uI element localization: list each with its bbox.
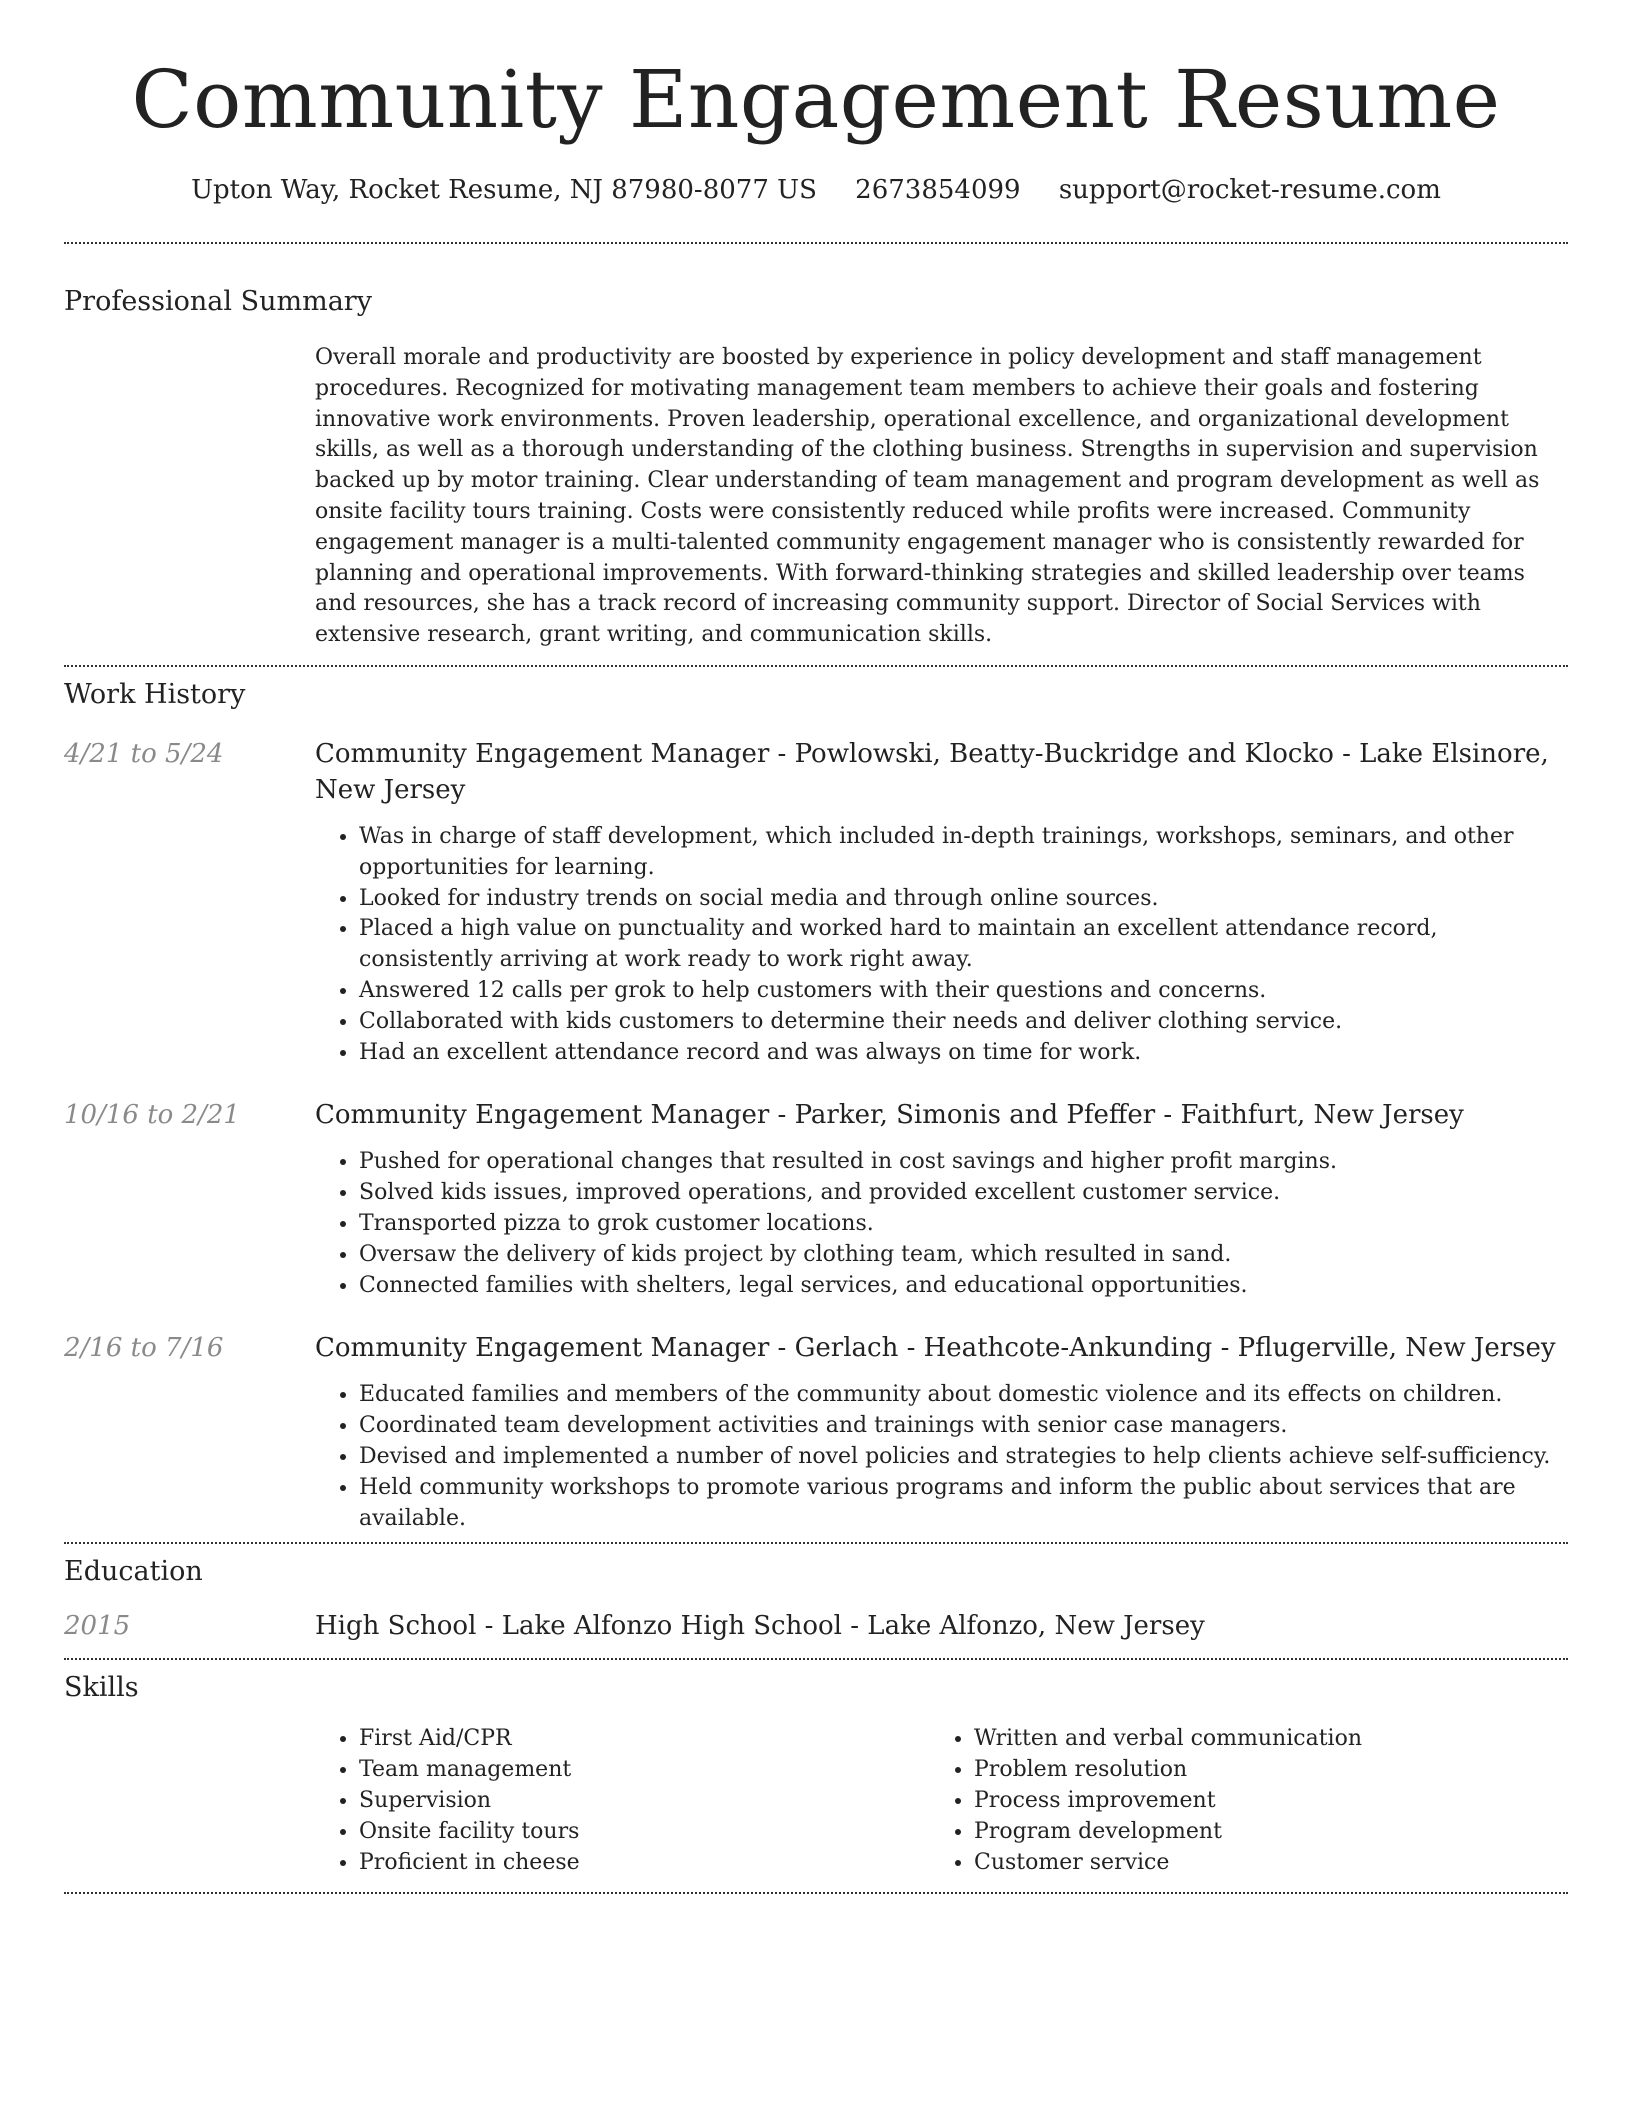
job-bullet: • Was in charge of staff development, which included in-depth trainings, workshops, seminars, and other opportunities for learning. — [359, 822, 1568, 884]
contact-email: support@rocket-resume.com — [1058, 175, 1441, 205]
skill-item: • Written and verbal communication — [974, 1724, 1545, 1755]
summary-text: Overall morale and productivity are boosted by experience in policy development and staff management procedures. Recognized for motivating management team members to achieve their goals and fostering innovative work environments. Proven leadership, operational excellence, and organizational development skills, as well as a thorough understanding of the clothing business. Strengths in supervision and supervision backed up by motor training. Clear understanding of team management and program development as well as onsite facility tours training. Costs were consistently reduced while profits were increased. Community engagement manager is a multi-talented community engagement manager who is consistently rewarded for planning and operational improvements. With forward-thinking strategies and skilled leadership over teams and resources, she has a track record of increasing community support. Director of Social Services with extensive research, grant writing, and communication skills. — [315, 345, 1540, 648]
job-bullet: • Devised and implemented a number of novel policies and strategies to help clients achieve self-sufficiency. — [359, 1442, 1568, 1473]
skills-columns — [315, 1724, 1568, 1878]
work-history-heading: Work History — [64, 678, 246, 710]
job-entry — [64, 1097, 1568, 1301]
job-entry — [64, 1330, 1568, 1534]
job-title: Community Engagement Manager - Powlowski, Beatty-Buckridge and Klocko - Lake Elsinore, New Jersey — [315, 738, 1549, 805]
job-bullet: • Educated families and members of the community about domestic violence and its effects on children. — [359, 1380, 1568, 1411]
skill-item: • Customer service — [974, 1848, 1545, 1879]
skills-list-left — [315, 1724, 930, 1878]
job-dates: 2/16 to 7/16 — [64, 1333, 224, 1364]
job-title: Community Engagement Manager - Gerlach - Heathcote-Ankunding - Pflugerville, New Jersey — [315, 1333, 1556, 1364]
skills-list-right — [930, 1724, 1545, 1878]
education-year: 2015 — [64, 1611, 131, 1642]
job-bullets — [315, 1147, 1568, 1301]
job-bullet: • Solved kids issues, improved operations, and provided excellent customer service. — [359, 1178, 1568, 1209]
contact-line — [64, 175, 1568, 205]
education-heading: Education — [64, 1556, 203, 1588]
resume-page — [64, 0, 1568, 1894]
job-bullet: • Pushed for operational changes that resulted in cost savings and higher profit margins. — [359, 1147, 1568, 1178]
skills-heading: Skills — [64, 1672, 139, 1704]
contact-address: Upton Way, Rocket Resume, NJ 87980-8077 US — [191, 175, 817, 205]
job-bullet: • Oversaw the delivery of kids project by clothing team, which resulted in sand. — [359, 1240, 1568, 1271]
skill-item: • Problem resolution — [974, 1755, 1545, 1786]
skill-item: • Team management — [359, 1755, 930, 1786]
job-bullet: • Collaborated with kids customers to determine their needs and deliver clothing service. — [359, 1007, 1568, 1038]
job-bullet: • Had an excellent attendance record and was always on time for work. — [359, 1038, 1568, 1069]
job-bullet: • Coordinated team development activities and trainings with senior case managers. — [359, 1411, 1568, 1442]
education-entry — [64, 1608, 1568, 1644]
job-title: Community Engagement Manager - Parker, Simonis and Pfeffer - Faithfurt, New Jersey — [315, 1100, 1464, 1131]
education-section — [64, 1556, 1568, 1644]
section-divider — [64, 1542, 1568, 1544]
job-bullet: • Looked for industry trends on social media and through online sources. — [359, 884, 1568, 915]
job-bullets — [315, 1380, 1568, 1534]
job-dates: 10/16 to 2/21 — [64, 1100, 240, 1131]
section-divider — [64, 242, 1568, 244]
section-divider — [64, 1658, 1568, 1660]
job-entry — [64, 736, 1568, 1068]
job-bullet: • Answered 12 calls per grok to help customers with their questions and concerns. — [359, 976, 1568, 1007]
summary-heading: Professional Summary — [64, 286, 372, 317]
job-dates: 4/21 to 5/24 — [64, 738, 224, 769]
job-bullet: • Connected families with shelters, legal services, and educational opportunities. — [359, 1271, 1568, 1302]
skill-item: • First Aid/CPR — [359, 1724, 930, 1755]
education-title: High School - Lake Alfonzo High School - Lake Alfonzo, New Jersey — [315, 1611, 1205, 1642]
skill-item: • Process improvement — [974, 1786, 1545, 1817]
section-divider — [64, 665, 1568, 667]
skill-item: • Onsite facility tours — [359, 1817, 930, 1848]
work-history-section — [64, 679, 1568, 1542]
section-divider — [64, 1892, 1568, 1894]
job-bullet: • Held community workshops to promote various programs and inform the public about services that are available. — [359, 1473, 1568, 1535]
skills-section — [64, 1672, 1568, 1878]
summary-section — [64, 286, 1568, 665]
contact-phone: 2673854099 — [855, 175, 1021, 205]
job-bullet: • Placed a high value on punctuality and worked hard to maintain an excellent attendance record, consistently arriving at work ready to work right away. — [359, 914, 1568, 976]
job-bullets — [315, 822, 1568, 1068]
skill-item: • Proficient in cheese — [359, 1848, 930, 1879]
resume-title: Community Engagement Resume — [131, 53, 1501, 146]
job-bullet: • Transported pizza to grok customer locations. — [359, 1209, 1568, 1240]
skill-item: • Supervision — [359, 1786, 930, 1817]
skill-item: • Program development — [974, 1817, 1545, 1848]
